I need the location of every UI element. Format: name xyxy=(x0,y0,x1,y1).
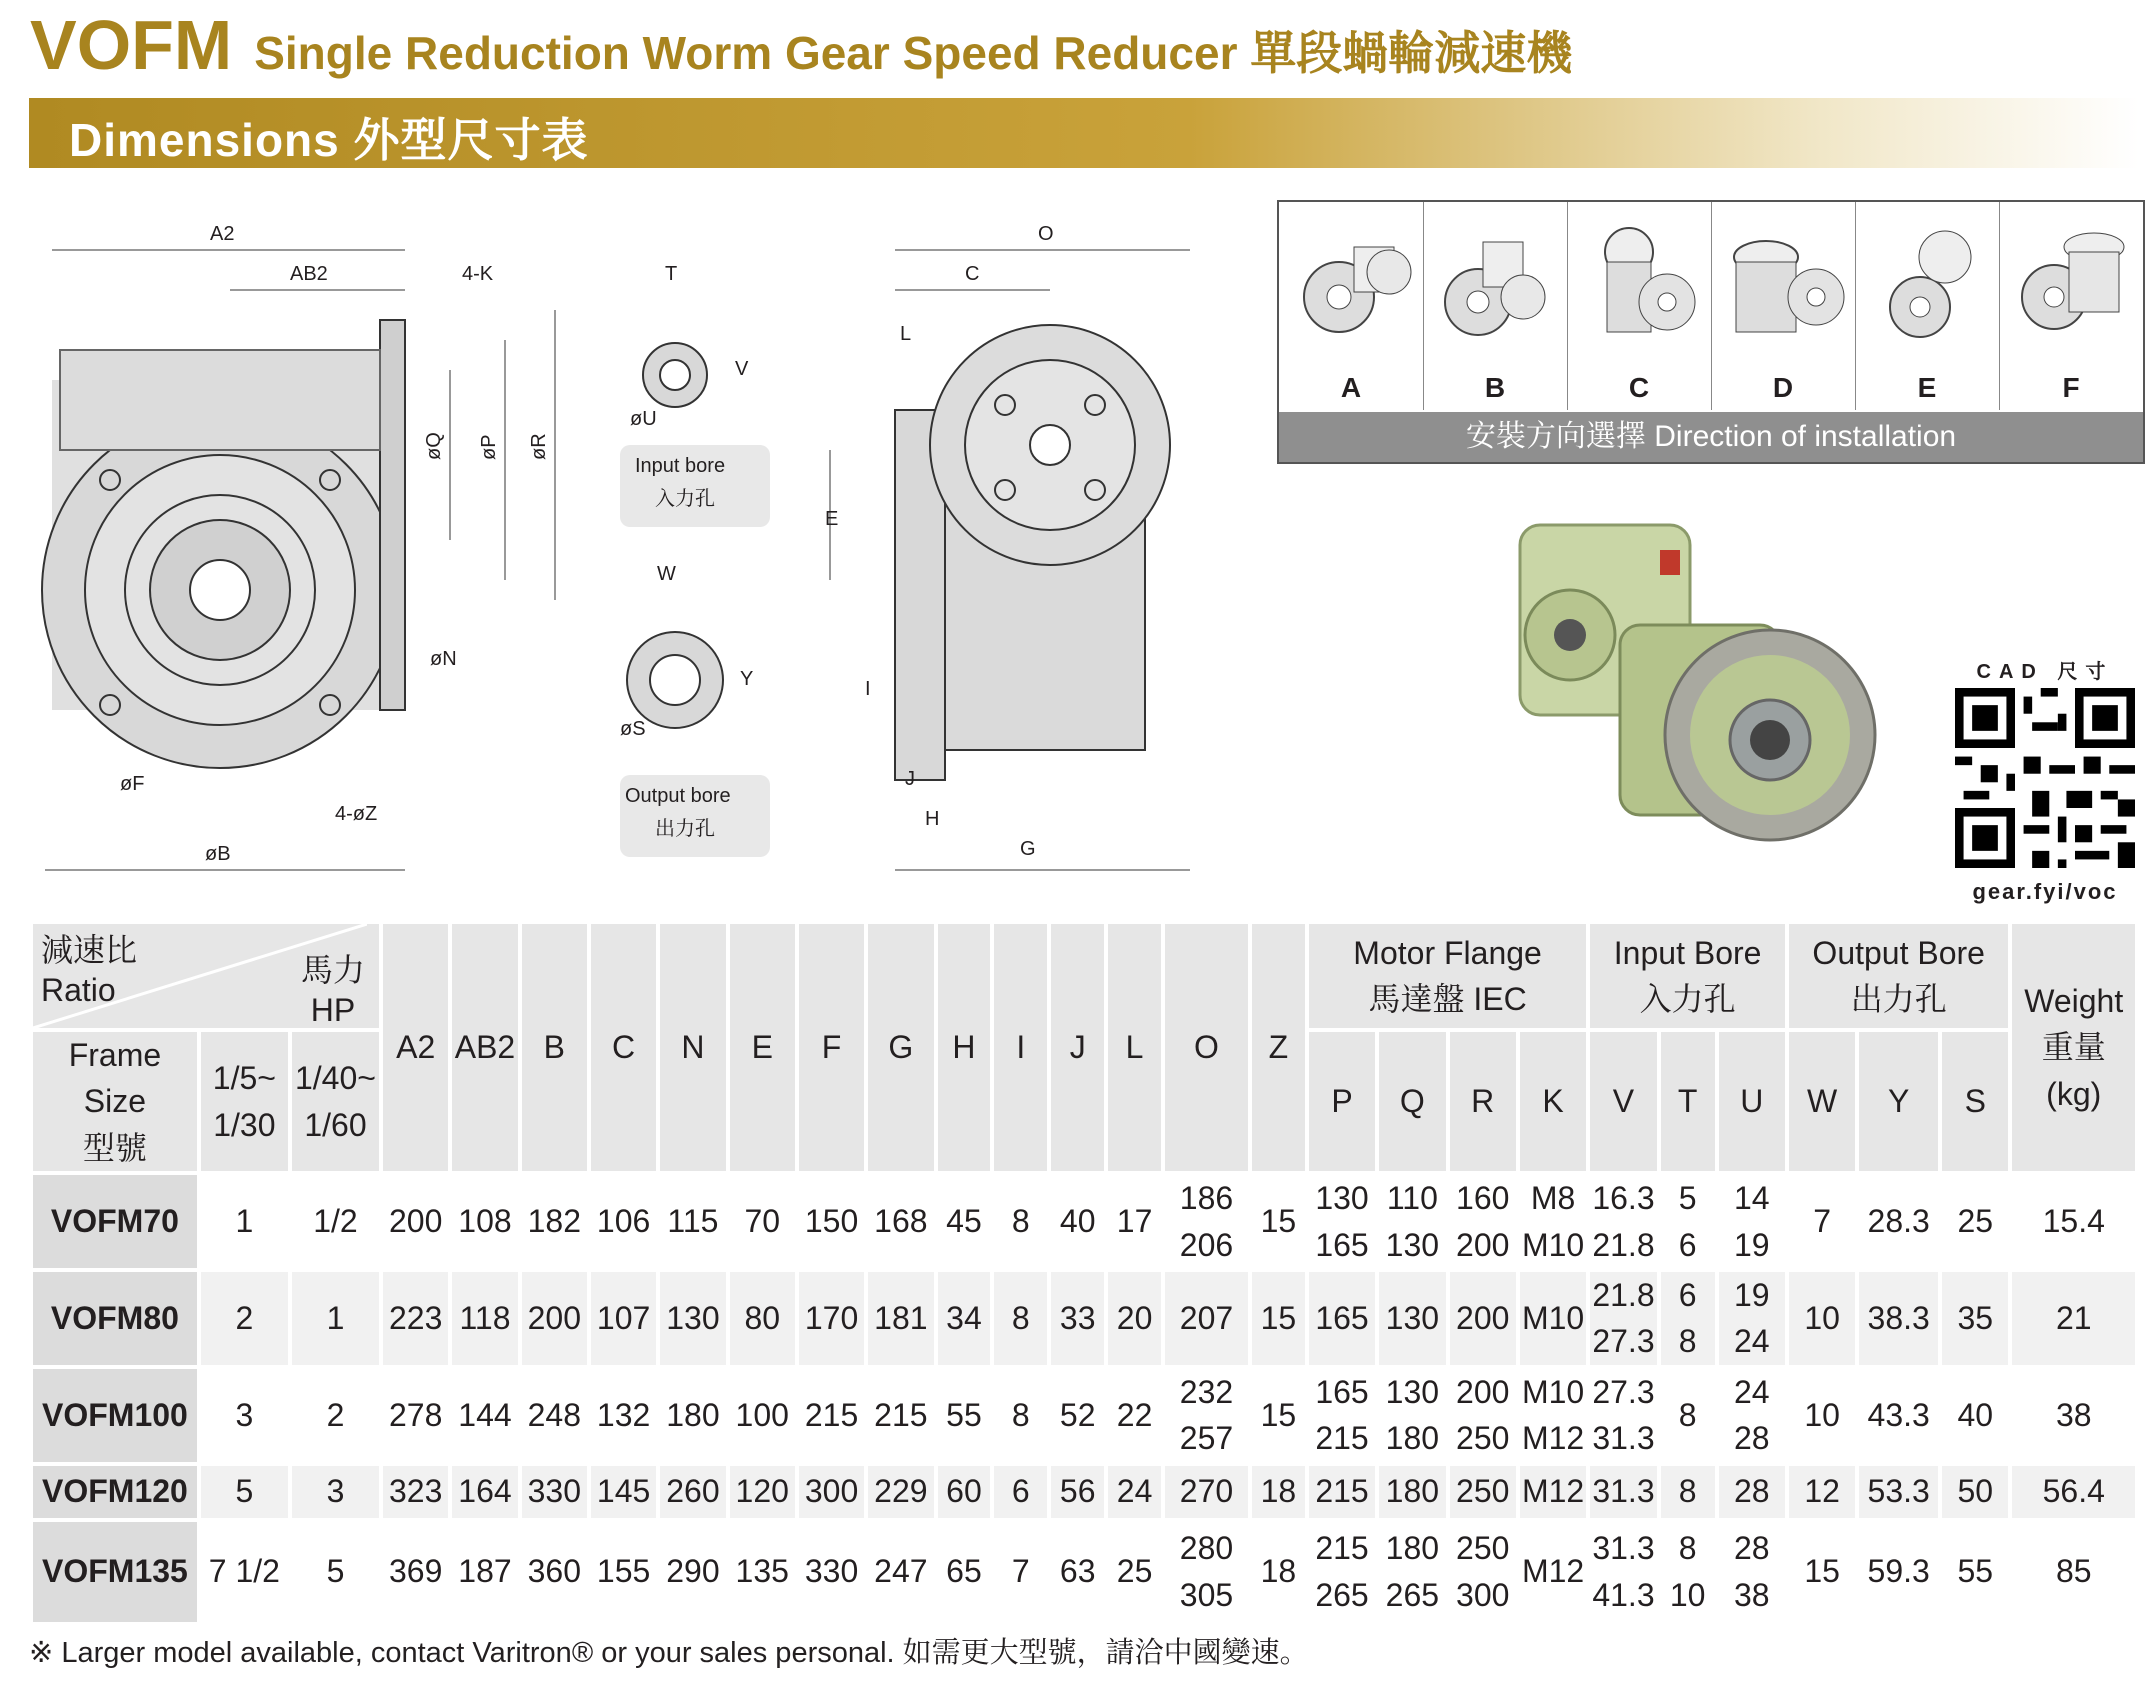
col-y: Y xyxy=(1859,1032,1938,1171)
hp-range-1-to: 1/30 xyxy=(213,1106,276,1143)
label-y: Y xyxy=(740,668,754,690)
row-r: 200 250 xyxy=(1450,1369,1516,1462)
row-w: 7 xyxy=(1789,1175,1855,1268)
motor-flange-label-cn: 馬達盤 IEC xyxy=(1368,981,1527,1017)
row-v: 31.3 41.3 xyxy=(1590,1522,1656,1622)
section-title: Dimensions 外型尺寸表 xyxy=(69,114,589,166)
input-bore-title: Input Bore xyxy=(1613,934,1762,971)
row-b: 248 xyxy=(522,1369,587,1462)
row-n: 115 xyxy=(660,1175,725,1268)
installation-letter: B xyxy=(1484,372,1506,403)
row-y: 28.3 xyxy=(1859,1175,1938,1268)
section-band xyxy=(29,98,2139,168)
installation-option-d xyxy=(1711,202,1856,410)
qr-url[interactable]: gear.fyi/voc xyxy=(1972,879,2118,904)
row-hp-2: 3 xyxy=(292,1466,379,1518)
row-k: M10 M12 xyxy=(1520,1369,1586,1462)
col-h: H xyxy=(938,924,991,1171)
col-p: P xyxy=(1309,1032,1375,1171)
row-g: 229 xyxy=(868,1466,933,1518)
weight-label-cn: 重量 xyxy=(2041,1029,2106,1066)
row-r: 200 xyxy=(1450,1272,1516,1365)
dimension-drawings xyxy=(0,180,1260,890)
label-4z: 4-øZ xyxy=(335,803,378,825)
row-g: 247 xyxy=(868,1522,933,1622)
row-j: 33 xyxy=(1051,1272,1104,1365)
row-h: 55 xyxy=(938,1369,991,1462)
hp-range-2-from: 1/40~ xyxy=(294,1060,376,1097)
row-a2: 223 xyxy=(383,1272,448,1365)
row-t: 8 xyxy=(1661,1466,1715,1518)
col-c: C xyxy=(591,924,656,1171)
row-weight: 85 xyxy=(2012,1522,2135,1622)
col-s: S xyxy=(1942,1032,2008,1171)
row-j: 63 xyxy=(1051,1522,1104,1622)
row-hp-1: 3 xyxy=(201,1369,288,1462)
row-f: 215 xyxy=(799,1369,864,1462)
footnote: ※ Larger model available, contact Varitron® or your sales personal. 如需更大型號，請洽中國變速。 xyxy=(29,1637,1309,1669)
row-hp-1: 1 xyxy=(201,1175,288,1268)
row-e: 70 xyxy=(730,1175,795,1268)
row-h: 60 xyxy=(938,1466,991,1518)
row-q: 180 265 xyxy=(1379,1522,1445,1622)
col-a2: A2 xyxy=(383,924,448,1171)
label-b: øB xyxy=(205,843,231,865)
row-k: M12 xyxy=(1520,1522,1586,1622)
installation-caption: 安裝方向選擇 Direction of installation xyxy=(1279,412,2143,462)
model-label-cn: 型號 xyxy=(82,1129,147,1166)
row-h: 34 xyxy=(938,1272,991,1365)
label-ab2: AB2 xyxy=(290,263,328,285)
label-h: H xyxy=(925,808,940,830)
hp-label: HP xyxy=(310,992,356,1028)
row-b: 182 xyxy=(522,1175,587,1268)
row-j: 52 xyxy=(1051,1369,1104,1462)
table-row xyxy=(33,1175,2135,1268)
row-p: 165 xyxy=(1309,1272,1375,1365)
col-z: Z xyxy=(1252,924,1305,1171)
label-a2: A2 xyxy=(210,223,235,245)
row-r: 250 xyxy=(1450,1466,1516,1518)
row-a2: 278 xyxy=(383,1369,448,1462)
title-subtitle: Single Reduction Worm Gear Speed Reducer 單段蝸輪減速機 xyxy=(254,27,1573,79)
label-4k: 4-K xyxy=(462,263,494,285)
col-n: N xyxy=(660,924,725,1171)
table-row xyxy=(33,1466,2135,1518)
row-r: 160 200 xyxy=(1450,1175,1516,1268)
weight-unit: (kg) xyxy=(2046,1075,2102,1112)
row-u: 24 28 xyxy=(1719,1369,1785,1462)
row-w: 15 xyxy=(1789,1522,1855,1622)
row-i: 7 xyxy=(994,1522,1047,1622)
hp-range-1 xyxy=(201,1032,288,1171)
row-ab2: 164 xyxy=(452,1466,517,1518)
row-v: 16.3 21.8 xyxy=(1590,1175,1656,1268)
title-model: VOFM xyxy=(30,6,233,84)
row-n: 290 xyxy=(660,1522,725,1622)
input-bore-title-cn: 入力孔 xyxy=(1639,981,1736,1017)
row-e: 100 xyxy=(730,1369,795,1462)
installation-letter: C xyxy=(1628,372,1650,403)
row-l: 17 xyxy=(1108,1175,1161,1268)
col-g: G xyxy=(868,924,933,1171)
label-e: E xyxy=(825,508,839,530)
output-bore-label-cn: 出力孔 xyxy=(655,818,715,840)
row-p: 215 265 xyxy=(1309,1522,1375,1622)
row-t: 8 xyxy=(1661,1369,1715,1462)
hp-range-2-to: 1/60 xyxy=(304,1106,367,1143)
label-t: T xyxy=(665,263,678,285)
row-n: 260 xyxy=(660,1466,725,1518)
installation-letter: F xyxy=(2062,372,2080,403)
row-hp-2: 1 xyxy=(292,1272,379,1365)
row-e: 135 xyxy=(730,1522,795,1622)
row-c: 106 xyxy=(591,1175,656,1268)
page-title xyxy=(30,0,1573,84)
row-c: 107 xyxy=(591,1272,656,1365)
label-q: øQ xyxy=(423,432,445,460)
row-t: 5 6 xyxy=(1661,1175,1715,1268)
row-j: 40 xyxy=(1051,1175,1104,1268)
weight-label: Weight xyxy=(2024,983,2124,1019)
product-photo xyxy=(1460,505,1880,895)
row-h: 45 xyxy=(938,1175,991,1268)
installation-option-a xyxy=(1279,202,1424,410)
row-v: 27.3 31.3 xyxy=(1590,1369,1656,1462)
row-hp-1: 7 1/2 xyxy=(201,1522,288,1622)
row-f: 170 xyxy=(799,1272,864,1365)
row-o: 186 206 xyxy=(1165,1175,1248,1268)
row-e: 80 xyxy=(730,1272,795,1365)
col-ab2: AB2 xyxy=(452,924,517,1171)
col-e: E xyxy=(730,924,795,1171)
row-w: 10 xyxy=(1789,1369,1855,1462)
hp-range-1-from: 1/5~ xyxy=(212,1060,276,1097)
col-v: V xyxy=(1590,1032,1656,1171)
label-i: I xyxy=(865,678,871,700)
row-model: VOFM100 xyxy=(33,1369,197,1462)
label-u: øU xyxy=(630,408,657,430)
row-i: 8 xyxy=(994,1369,1047,1462)
installation-option-b xyxy=(1423,202,1568,410)
row-ab2: 118 xyxy=(452,1272,517,1365)
weight-header xyxy=(2012,924,2135,1171)
row-r: 250 300 xyxy=(1450,1522,1516,1622)
row-hp-1: 2 xyxy=(201,1272,288,1365)
row-w: 12 xyxy=(1789,1466,1855,1518)
row-p: 165 215 xyxy=(1309,1369,1375,1462)
qr-icon xyxy=(1955,688,2135,868)
row-g: 168 xyxy=(868,1175,933,1268)
table-body xyxy=(33,1175,2135,1621)
row-e: 120 xyxy=(730,1466,795,1518)
row-weight: 15.4 xyxy=(2012,1175,2135,1268)
row-v: 31.3 xyxy=(1590,1466,1656,1518)
row-z: 15 xyxy=(1252,1369,1305,1462)
hp-range-2 xyxy=(292,1032,379,1171)
motor-flange-header xyxy=(1309,924,1586,1028)
label-j: J xyxy=(905,768,915,790)
row-s: 25 xyxy=(1942,1175,2008,1268)
label-s: øS xyxy=(620,718,646,740)
row-w: 10 xyxy=(1789,1272,1855,1365)
row-model: VOFM135 xyxy=(33,1522,197,1622)
row-hp-1: 5 xyxy=(201,1466,288,1518)
row-i: 6 xyxy=(994,1466,1047,1518)
input-bore-header xyxy=(1590,924,1785,1028)
row-ab2: 144 xyxy=(452,1369,517,1462)
row-q: 130 xyxy=(1379,1272,1445,1365)
row-f: 330 xyxy=(799,1522,864,1622)
row-q: 130 180 xyxy=(1379,1369,1445,1462)
col-o: O xyxy=(1165,924,1248,1171)
row-g: 181 xyxy=(868,1272,933,1365)
label-f: øF xyxy=(120,773,145,795)
dimension-table xyxy=(29,920,2139,1626)
row-k: M10 xyxy=(1520,1272,1586,1365)
size-label: Size xyxy=(83,1083,147,1120)
row-a2: 323 xyxy=(383,1466,448,1518)
table-row xyxy=(33,1369,2135,1462)
row-i: 8 xyxy=(994,1272,1047,1365)
row-z: 15 xyxy=(1252,1272,1305,1365)
row-z: 15 xyxy=(1252,1175,1305,1268)
row-h: 65 xyxy=(938,1522,991,1622)
row-b: 360 xyxy=(522,1522,587,1622)
row-u: 28 xyxy=(1719,1466,1785,1518)
row-f: 300 xyxy=(799,1466,864,1518)
row-c: 132 xyxy=(591,1369,656,1462)
row-u: 28 38 xyxy=(1719,1522,1785,1622)
row-y: 59.3 xyxy=(1859,1522,1938,1622)
row-c: 145 xyxy=(591,1466,656,1518)
row-o: 270 xyxy=(1165,1466,1248,1518)
row-y: 43.3 xyxy=(1859,1369,1938,1462)
label-p: øP xyxy=(478,434,500,460)
motor-flange-label: Motor Flange xyxy=(1353,934,1542,971)
row-l: 25 xyxy=(1108,1522,1161,1622)
col-u: U xyxy=(1719,1032,1785,1171)
row-a2: 369 xyxy=(383,1522,448,1622)
row-l: 24 xyxy=(1108,1466,1161,1518)
row-y: 53.3 xyxy=(1859,1466,1938,1518)
row-l: 20 xyxy=(1108,1272,1161,1365)
input-bore-label: Input bore xyxy=(635,455,726,477)
row-model: VOFM80 xyxy=(33,1272,197,1365)
row-k: M8 M10 xyxy=(1520,1175,1586,1268)
row-k: M12 xyxy=(1520,1466,1586,1518)
row-g: 215 xyxy=(868,1369,933,1462)
row-t: 6 8 xyxy=(1661,1272,1715,1365)
cad-qr-code[interactable] xyxy=(1950,655,2140,905)
label-g: G xyxy=(1020,838,1036,860)
table-row xyxy=(33,1272,2135,1365)
col-r: R xyxy=(1450,1032,1516,1171)
row-hp-2: 5 xyxy=(292,1522,379,1622)
row-weight: 21 xyxy=(2012,1272,2135,1365)
row-c: 155 xyxy=(591,1522,656,1622)
col-k: K xyxy=(1520,1032,1586,1171)
col-l: L xyxy=(1108,924,1161,1171)
row-u: 14 19 xyxy=(1719,1175,1785,1268)
label-l: L xyxy=(900,323,912,345)
col-q: Q xyxy=(1379,1032,1445,1171)
installation-option-f xyxy=(1999,202,2143,410)
row-p: 215 xyxy=(1309,1466,1375,1518)
installation-direction-panel xyxy=(1277,200,2145,464)
row-weight: 56.4 xyxy=(2012,1466,2135,1518)
row-weight: 38 xyxy=(2012,1369,2135,1462)
label-w: W xyxy=(657,563,676,585)
table-row xyxy=(33,1522,2135,1622)
row-model: VOFM120 xyxy=(33,1466,197,1518)
row-n: 130 xyxy=(660,1272,725,1365)
col-t: T xyxy=(1661,1032,1715,1171)
row-ab2: 187 xyxy=(452,1522,517,1622)
output-bore-title: Output Bore xyxy=(1812,934,1985,971)
ratio-label-cn: 減速比 xyxy=(41,932,138,968)
installation-option-e xyxy=(1855,202,2000,410)
installation-option-c xyxy=(1567,202,1712,410)
label-o: O xyxy=(1038,223,1054,245)
ratio-hp-header xyxy=(33,924,379,1028)
row-s: 40 xyxy=(1942,1369,2008,1462)
installation-letter: E xyxy=(1917,372,1937,403)
row-v: 21.8 27.3 xyxy=(1590,1272,1656,1365)
row-hp-2: 1/2 xyxy=(292,1175,379,1268)
row-t: 8 10 xyxy=(1661,1522,1715,1622)
row-z: 18 xyxy=(1252,1522,1305,1622)
installation-letter: A xyxy=(1340,372,1362,403)
row-u: 19 24 xyxy=(1719,1272,1785,1365)
row-model: VOFM70 xyxy=(33,1175,197,1268)
frame-size-header xyxy=(33,1032,197,1171)
qr-title: CAD 尺寸 xyxy=(1976,661,2114,683)
row-n: 180 xyxy=(660,1369,725,1462)
label-r: øR xyxy=(528,433,550,460)
frame-label: Frame xyxy=(68,1037,162,1073)
label-n: øN xyxy=(430,648,457,670)
output-bore-header xyxy=(1789,924,2009,1028)
row-s: 55 xyxy=(1942,1522,2008,1622)
output-bore-label: Output bore xyxy=(625,785,731,807)
row-j: 56 xyxy=(1051,1466,1104,1518)
input-bore-label-cn: 入力孔 xyxy=(655,488,715,510)
installation-letter: D xyxy=(1772,372,1794,403)
row-l: 22 xyxy=(1108,1369,1161,1462)
col-f: F xyxy=(799,924,864,1171)
row-p: 130 165 xyxy=(1309,1175,1375,1268)
row-z: 18 xyxy=(1252,1466,1305,1518)
ratio-label: Ratio xyxy=(41,972,116,1008)
row-o: 207 xyxy=(1165,1272,1248,1365)
row-o: 232 257 xyxy=(1165,1369,1248,1462)
row-o: 280 305 xyxy=(1165,1522,1248,1622)
col-b: B xyxy=(522,924,587,1171)
row-f: 150 xyxy=(799,1175,864,1268)
row-b: 200 xyxy=(522,1272,587,1365)
col-w: W xyxy=(1789,1032,1855,1171)
row-b: 330 xyxy=(522,1466,587,1518)
col-j: J xyxy=(1051,924,1104,1171)
row-s: 50 xyxy=(1942,1466,2008,1518)
row-ab2: 108 xyxy=(452,1175,517,1268)
label-c: C xyxy=(965,263,980,285)
row-hp-2: 2 xyxy=(292,1369,379,1462)
row-y: 38.3 xyxy=(1859,1272,1938,1365)
row-a2: 200 xyxy=(383,1175,448,1268)
row-q: 110 130 xyxy=(1379,1175,1445,1268)
col-i: I xyxy=(994,924,1047,1171)
hp-label-cn: 馬力 xyxy=(301,952,366,988)
row-s: 35 xyxy=(1942,1272,2008,1365)
output-bore-title-cn: 出力孔 xyxy=(1850,981,1947,1017)
row-q: 180 xyxy=(1379,1466,1445,1518)
row-i: 8 xyxy=(994,1175,1047,1268)
label-v: V xyxy=(735,358,749,380)
